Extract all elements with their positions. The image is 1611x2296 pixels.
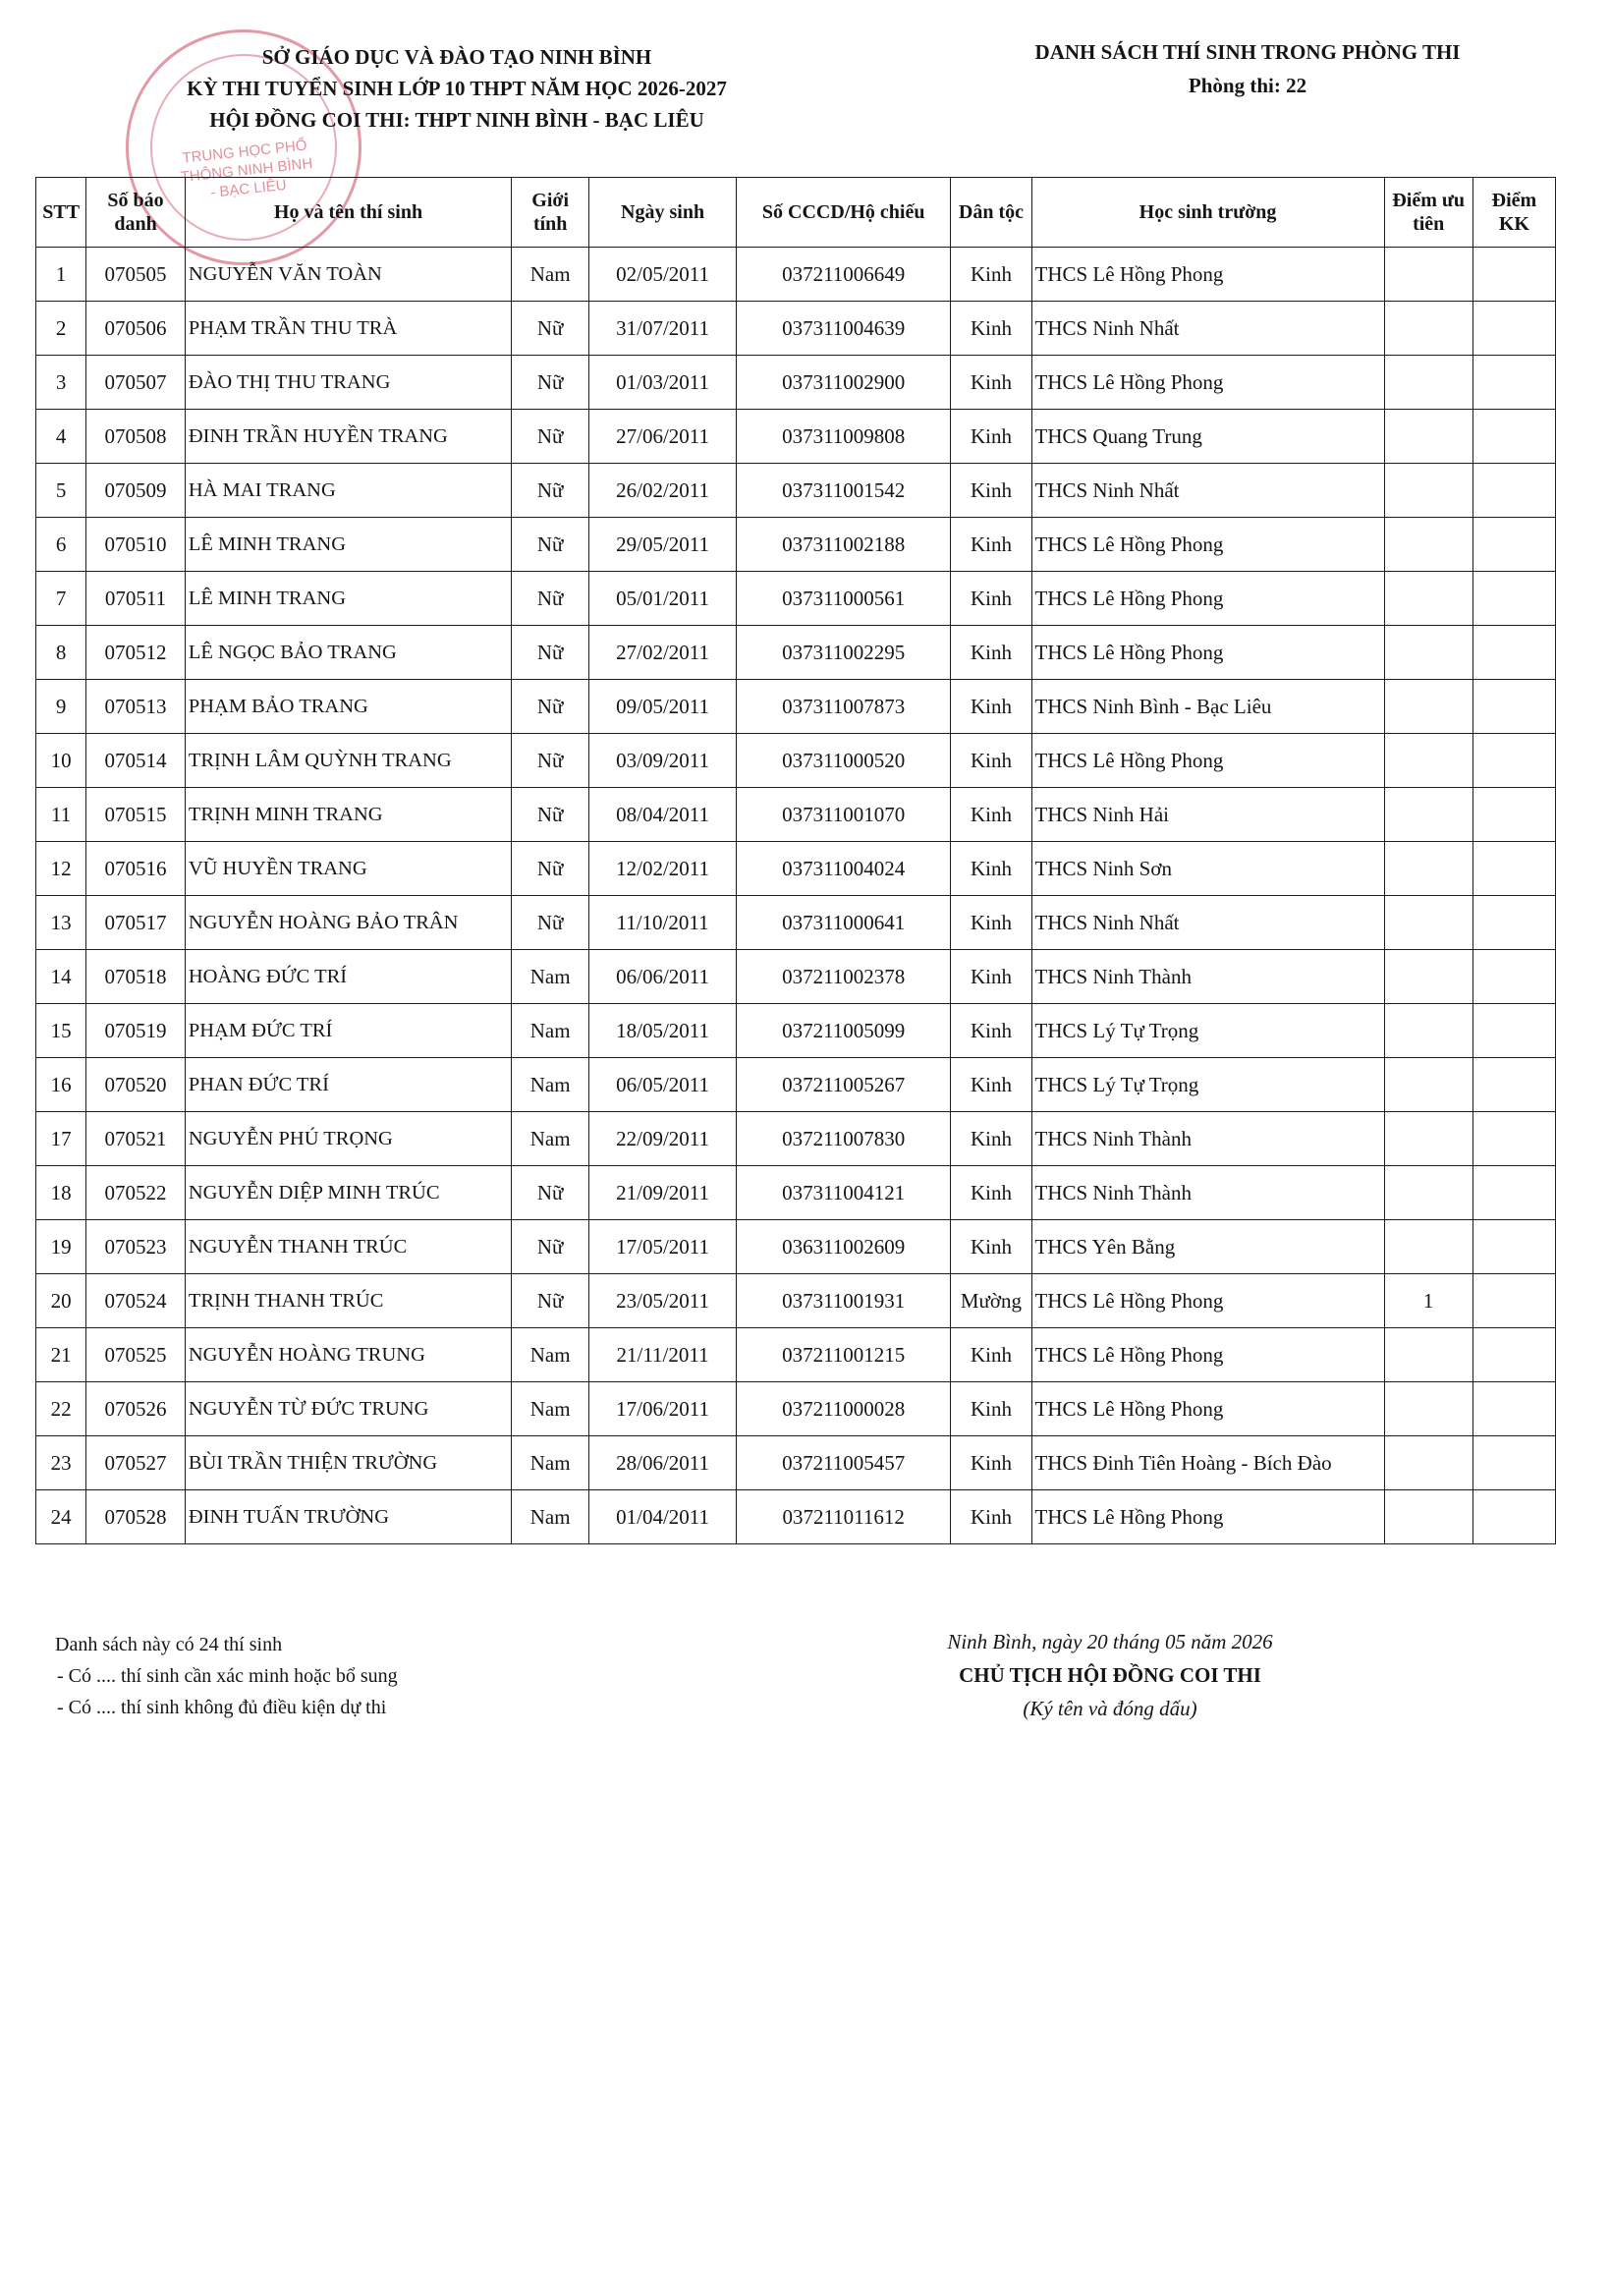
cell-candidate-number: 070524 (86, 1274, 186, 1328)
cell-ethnicity: Kinh (951, 734, 1031, 788)
verify-note: - Có .... thí sinh cần xác minh hoặc bổ sung (57, 1665, 398, 1687)
cell-gender: Nam (512, 1004, 589, 1058)
cell-priority-score (1384, 464, 1472, 518)
cell-name: NGUYỄN VĂN TOÀN (185, 248, 511, 302)
cell-ethnicity: Kinh (951, 680, 1031, 734)
cell-ethnicity: Kinh (951, 1058, 1031, 1112)
cell-birth-date: 23/05/2011 (589, 1274, 737, 1328)
cell-birth-date: 21/09/2011 (589, 1166, 737, 1220)
cell-name: NGUYỄN THANH TRÚC (185, 1220, 511, 1274)
table-row (36, 626, 1556, 680)
cell-birth-date: 21/11/2011 (589, 1328, 737, 1382)
cell-bonus-score (1472, 302, 1555, 356)
cell-candidate-number: 070508 (86, 410, 186, 464)
cell-candidate-number: 070515 (86, 788, 186, 842)
cell-id-number: 037311002188 (736, 518, 951, 572)
cell-bonus-score (1472, 950, 1555, 1004)
cell-priority-score (1384, 518, 1472, 572)
cell-gender: Nữ (512, 896, 589, 950)
cell-gender: Nữ (512, 356, 589, 410)
cell-school: THCS Quang Trung (1031, 410, 1384, 464)
cell-id-number: 037311000641 (736, 896, 951, 950)
table-row (36, 950, 1556, 1004)
cell-name: LÊ NGỌC BẢO TRANG (185, 626, 511, 680)
cell-id-number: 037311009808 (736, 410, 951, 464)
cell-stt: 2 (36, 302, 86, 356)
cell-id-number: 037311001931 (736, 1274, 951, 1328)
cell-ethnicity: Kinh (951, 842, 1031, 896)
cell-name: PHẠM TRẦN THU TRÀ (185, 302, 511, 356)
cell-school: THCS Lê Hồng Phong (1031, 572, 1384, 626)
cell-id-number: 037211001215 (736, 1328, 951, 1382)
exam-room: Phòng thi: 22 (1188, 74, 1307, 97)
cell-school: THCS Ninh Thành (1031, 1112, 1384, 1166)
cell-gender: Nữ (512, 572, 589, 626)
cell-birth-date: 11/10/2011 (589, 896, 737, 950)
cell-candidate-number: 070509 (86, 464, 186, 518)
cell-stt: 7 (36, 572, 86, 626)
cell-name: LÊ MINH TRANG (185, 518, 511, 572)
cell-id-number: 037211007830 (736, 1112, 951, 1166)
cell-name: NGUYỄN PHÚ TRỌNG (185, 1112, 511, 1166)
cell-gender: Nữ (512, 1274, 589, 1328)
cell-priority-score (1384, 1490, 1472, 1544)
cell-birth-date: 28/06/2011 (589, 1436, 737, 1490)
cell-gender: Nữ (512, 734, 589, 788)
place-date: Ninh Bình, ngày 20 tháng 05 năm 2026 (947, 1630, 1273, 1653)
cell-birth-date: 31/07/2011 (589, 302, 737, 356)
cell-school: THCS Ninh Hải (1031, 788, 1384, 842)
cell-birth-date: 26/02/2011 (589, 464, 737, 518)
cell-candidate-number: 070518 (86, 950, 186, 1004)
table-row (36, 896, 1556, 950)
cell-id-number: 037211005457 (736, 1436, 951, 1490)
cell-birth-date: 17/06/2011 (589, 1382, 737, 1436)
cell-bonus-score (1472, 680, 1555, 734)
cell-priority-score (1384, 1382, 1472, 1436)
table-row (36, 734, 1556, 788)
cell-candidate-number: 070526 (86, 1382, 186, 1436)
column-header: Ngày sinh (589, 178, 737, 248)
cell-bonus-score (1472, 1490, 1555, 1544)
cell-candidate-number: 070511 (86, 572, 186, 626)
cell-school: THCS Ninh Bình - Bạc Liêu (1031, 680, 1384, 734)
cell-birth-date: 03/09/2011 (589, 734, 737, 788)
table-row (36, 572, 1556, 626)
column-header: Số báo danh (86, 178, 186, 248)
cell-priority-score (1384, 1112, 1472, 1166)
cell-stt: 24 (36, 1490, 86, 1544)
cell-stt: 14 (36, 950, 86, 1004)
cell-candidate-number: 070527 (86, 1436, 186, 1490)
cell-school: THCS Lê Hồng Phong (1031, 734, 1384, 788)
cell-school: THCS Ninh Thành (1031, 1166, 1384, 1220)
exam-name: KỲ THI TUYỂN SINH LỚP 10 THPT NĂM HỌC 2026-2027 (187, 77, 727, 100)
exam-council: HỘI ĐỒNG COI THI: THPT NINH BÌNH - BẠC LIÊU (209, 108, 704, 132)
cell-stt: 16 (36, 1058, 86, 1112)
cell-id-number: 037211006649 (736, 248, 951, 302)
cell-stt: 21 (36, 1328, 86, 1382)
cell-ethnicity: Kinh (951, 1004, 1031, 1058)
cell-ethnicity: Kinh (951, 626, 1031, 680)
cell-candidate-number: 070521 (86, 1112, 186, 1166)
cell-bonus-score (1472, 464, 1555, 518)
cell-stt: 6 (36, 518, 86, 572)
cell-birth-date: 01/04/2011 (589, 1490, 737, 1544)
cell-ethnicity: Mường (951, 1274, 1031, 1328)
cell-ethnicity: Kinh (951, 302, 1031, 356)
cell-stt: 8 (36, 626, 86, 680)
table-row (36, 1112, 1556, 1166)
cell-candidate-number: 070516 (86, 842, 186, 896)
document-title-block (943, 35, 1552, 102)
cell-candidate-number: 070523 (86, 1220, 186, 1274)
cell-priority-score (1384, 1220, 1472, 1274)
cell-ethnicity: Kinh (951, 1382, 1031, 1436)
signer-note: (Ký tên và đóng dấu) (1023, 1697, 1197, 1720)
cell-bonus-score (1472, 1166, 1555, 1220)
cell-stt: 10 (36, 734, 86, 788)
cell-priority-score (1384, 302, 1472, 356)
cell-birth-date: 05/01/2011 (589, 572, 737, 626)
column-header: Điểm KK (1472, 178, 1555, 248)
cell-school: THCS Ninh Nhất (1031, 464, 1384, 518)
cell-priority-score (1384, 1004, 1472, 1058)
column-header: Số CCCD/Hộ chiếu (736, 178, 951, 248)
cell-id-number: 037311001070 (736, 788, 951, 842)
cell-name: PHAN ĐỨC TRÍ (185, 1058, 511, 1112)
table-row (36, 1382, 1556, 1436)
cell-priority-score (1384, 842, 1472, 896)
cell-ethnicity: Kinh (951, 1490, 1031, 1544)
cell-ethnicity: Kinh (951, 356, 1031, 410)
cell-id-number: 037311002900 (736, 356, 951, 410)
cell-school: THCS Lê Hồng Phong (1031, 1490, 1384, 1544)
cell-gender: Nữ (512, 1166, 589, 1220)
cell-gender: Nữ (512, 1220, 589, 1274)
table-row (36, 356, 1556, 410)
cell-priority-score (1384, 572, 1472, 626)
table-row (36, 410, 1556, 464)
cell-ethnicity: Kinh (951, 248, 1031, 302)
cell-bonus-score (1472, 1382, 1555, 1436)
table-row (36, 302, 1556, 356)
cell-ethnicity: Kinh (951, 464, 1031, 518)
cell-bonus-score (1472, 1436, 1555, 1490)
cell-birth-date: 22/09/2011 (589, 1112, 737, 1166)
cell-school: THCS Lê Hồng Phong (1031, 248, 1384, 302)
cell-birth-date: 12/02/2011 (589, 842, 737, 896)
cell-school: THCS Lê Hồng Phong (1031, 356, 1384, 410)
cell-stt: 12 (36, 842, 86, 896)
cell-ethnicity: Kinh (951, 1112, 1031, 1166)
cell-gender: Nữ (512, 410, 589, 464)
cell-candidate-number: 070506 (86, 302, 186, 356)
cell-priority-score (1384, 248, 1472, 302)
cell-birth-date: 08/04/2011 (589, 788, 737, 842)
cell-name: VŨ HUYỀN TRANG (185, 842, 511, 896)
cell-name: ĐÀO THỊ THU TRANG (185, 356, 511, 410)
table-row (36, 1166, 1556, 1220)
department-name: SỞ GIÁO DỤC VÀ ĐÀO TẠO NINH BÌNH (261, 45, 652, 69)
cell-school: THCS Ninh Thành (1031, 950, 1384, 1004)
cell-birth-date: 18/05/2011 (589, 1004, 737, 1058)
cell-name: ĐINH TRẦN HUYỀN TRANG (185, 410, 511, 464)
cell-gender: Nữ (512, 680, 589, 734)
cell-name: HOÀNG ĐỨC TRÍ (185, 950, 511, 1004)
cell-ethnicity: Kinh (951, 572, 1031, 626)
cell-gender: Nam (512, 1328, 589, 1382)
cell-id-number: 037311007873 (736, 680, 951, 734)
cell-name: PHẠM ĐỨC TRÍ (185, 1004, 511, 1058)
cell-bonus-score (1472, 410, 1555, 464)
column-header: Giới tính (512, 178, 589, 248)
table-row (36, 1328, 1556, 1382)
cell-candidate-number: 070507 (86, 356, 186, 410)
cell-ethnicity: Kinh (951, 788, 1031, 842)
issuer-header (147, 41, 766, 136)
stamp-text: TRUNG HỌC PHỔ THÔNG NINH BÌNH - BẠC LIÊU (179, 137, 314, 201)
cell-ethnicity: Kinh (951, 1220, 1031, 1274)
cell-priority-score (1384, 626, 1472, 680)
cell-stt: 4 (36, 410, 86, 464)
candidate-table (35, 177, 1556, 1544)
cell-bonus-score (1472, 1058, 1555, 1112)
cell-priority-score (1384, 950, 1472, 1004)
cell-ethnicity: Kinh (951, 1328, 1031, 1382)
column-header: Họ và tên thí sinh (185, 178, 511, 248)
cell-bonus-score (1472, 248, 1555, 302)
cell-stt: 3 (36, 356, 86, 410)
cell-candidate-number: 070510 (86, 518, 186, 572)
cell-candidate-number: 070522 (86, 1166, 186, 1220)
cell-name: ĐINH TUẤN TRƯỜNG (185, 1490, 511, 1544)
cell-stt: 5 (36, 464, 86, 518)
cell-bonus-score (1472, 896, 1555, 950)
table-row (36, 788, 1556, 842)
cell-id-number: 037211005267 (736, 1058, 951, 1112)
candidate-count: Danh sách này có 24 thí sinh (55, 1634, 283, 1655)
cell-gender: Nam (512, 1112, 589, 1166)
cell-bonus-score (1472, 626, 1555, 680)
cell-priority-score (1384, 680, 1472, 734)
cell-id-number: 037311002295 (736, 626, 951, 680)
cell-bonus-score (1472, 734, 1555, 788)
cell-ethnicity: Kinh (951, 518, 1031, 572)
cell-bonus-score (1472, 1220, 1555, 1274)
cell-name: NGUYỄN TỪ ĐỨC TRUNG (185, 1382, 511, 1436)
cell-candidate-number: 070512 (86, 626, 186, 680)
cell-school: THCS Lê Hồng Phong (1031, 1328, 1384, 1382)
cell-candidate-number: 070528 (86, 1490, 186, 1544)
cell-gender: Nữ (512, 626, 589, 680)
table-row (36, 1058, 1556, 1112)
column-header: Điểm ưu tiên (1384, 178, 1472, 248)
table-row (36, 1436, 1556, 1490)
cell-gender: Nam (512, 950, 589, 1004)
cell-birth-date: 09/05/2011 (589, 680, 737, 734)
cell-id-number: 037311004639 (736, 302, 951, 356)
cell-id-number: 037311000520 (736, 734, 951, 788)
cell-priority-score (1384, 1328, 1472, 1382)
cell-bonus-score (1472, 788, 1555, 842)
cell-bonus-score (1472, 1328, 1555, 1382)
cell-name: NGUYỄN DIỆP MINH TRÚC (185, 1166, 511, 1220)
cell-priority-score (1384, 410, 1472, 464)
cell-gender: Nam (512, 1490, 589, 1544)
table-row (36, 1220, 1556, 1274)
table-row (36, 1274, 1556, 1328)
cell-candidate-number: 070505 (86, 248, 186, 302)
cell-id-number: 037311000561 (736, 572, 951, 626)
table-row (36, 842, 1556, 896)
cell-id-number: 037211005099 (736, 1004, 951, 1058)
signer-title: CHỦ TỊCH HỘI ĐỒNG COI THI (959, 1663, 1261, 1687)
cell-priority-score (1384, 356, 1472, 410)
cell-gender: Nam (512, 1436, 589, 1490)
cell-gender: Nam (512, 248, 589, 302)
cell-priority-score (1384, 1058, 1472, 1112)
cell-candidate-number: 070525 (86, 1328, 186, 1382)
cell-name: PHẠM BẢO TRANG (185, 680, 511, 734)
table-header-row (36, 178, 1556, 248)
table-row (36, 1490, 1556, 1544)
cell-gender: Nữ (512, 842, 589, 896)
table-row (36, 248, 1556, 302)
cell-bonus-score (1472, 518, 1555, 572)
cell-gender: Nữ (512, 302, 589, 356)
table-row (36, 518, 1556, 572)
cell-school: THCS Lê Hồng Phong (1031, 1274, 1384, 1328)
cell-bonus-score (1472, 1274, 1555, 1328)
cell-id-number: 037211011612 (736, 1490, 951, 1544)
cell-stt: 1 (36, 248, 86, 302)
cell-birth-date: 06/05/2011 (589, 1058, 737, 1112)
cell-birth-date: 17/05/2011 (589, 1220, 737, 1274)
cell-name: NGUYỄN HOÀNG TRUNG (185, 1328, 511, 1382)
cell-gender: Nam (512, 1058, 589, 1112)
table-row (36, 680, 1556, 734)
cell-ethnicity: Kinh (951, 410, 1031, 464)
cell-stt: 13 (36, 896, 86, 950)
cell-name: TRỊNH LÂM QUỲNH TRANG (185, 734, 511, 788)
cell-school: THCS Đinh Tiên Hoàng - Bích Đào (1031, 1436, 1384, 1490)
cell-name: HÀ MAI TRANG (185, 464, 511, 518)
cell-school: THCS Lê Hồng Phong (1031, 1382, 1384, 1436)
cell-school: THCS Ninh Nhất (1031, 302, 1384, 356)
column-header: Học sinh trường (1031, 178, 1384, 248)
table-row (36, 1004, 1556, 1058)
cell-name: TRỊNH MINH TRANG (185, 788, 511, 842)
cell-school: THCS Lý Tự Trọng (1031, 1058, 1384, 1112)
cell-stt: 17 (36, 1112, 86, 1166)
cell-bonus-score (1472, 1004, 1555, 1058)
cell-gender: Nữ (512, 518, 589, 572)
cell-school: THCS Ninh Sơn (1031, 842, 1384, 896)
column-header: STT (36, 178, 86, 248)
ineligible-note: - Có .... thí sinh không đủ điều kiện dự thi (57, 1697, 387, 1718)
cell-name: TRỊNH THANH TRÚC (185, 1274, 511, 1328)
cell-priority-score: 1 (1384, 1274, 1472, 1328)
cell-id-number: 037311004024 (736, 842, 951, 896)
cell-id-number: 037211000028 (736, 1382, 951, 1436)
cell-name: NGUYỄN HOÀNG BẢO TRÂN (185, 896, 511, 950)
cell-ethnicity: Kinh (951, 1436, 1031, 1490)
cell-stt: 23 (36, 1436, 86, 1490)
summary-notes (51, 1629, 601, 1723)
cell-name: BÙI TRẦN THIỆN TRƯỜNG (185, 1436, 511, 1490)
signature-block (855, 1625, 1365, 1725)
cell-stt: 15 (36, 1004, 86, 1058)
cell-stt: 19 (36, 1220, 86, 1274)
cell-birth-date: 27/02/2011 (589, 626, 737, 680)
cell-birth-date: 06/06/2011 (589, 950, 737, 1004)
cell-stt: 11 (36, 788, 86, 842)
cell-name: LÊ MINH TRANG (185, 572, 511, 626)
table-body (36, 248, 1556, 1544)
cell-gender: Nữ (512, 464, 589, 518)
cell-birth-date: 01/03/2011 (589, 356, 737, 410)
cell-stt: 22 (36, 1382, 86, 1436)
cell-school: THCS Lê Hồng Phong (1031, 518, 1384, 572)
cell-id-number: 037311004121 (736, 1166, 951, 1220)
cell-id-number: 036311002609 (736, 1220, 951, 1274)
cell-birth-date: 27/06/2011 (589, 410, 737, 464)
cell-bonus-score (1472, 1112, 1555, 1166)
cell-candidate-number: 070517 (86, 896, 186, 950)
cell-priority-score (1384, 788, 1472, 842)
cell-id-number: 037311001542 (736, 464, 951, 518)
cell-priority-score (1384, 1166, 1472, 1220)
cell-candidate-number: 070520 (86, 1058, 186, 1112)
cell-candidate-number: 070519 (86, 1004, 186, 1058)
cell-priority-score (1384, 1436, 1472, 1490)
cell-bonus-score (1472, 842, 1555, 896)
cell-priority-score (1384, 896, 1472, 950)
cell-stt: 9 (36, 680, 86, 734)
cell-ethnicity: Kinh (951, 896, 1031, 950)
cell-school: THCS Lý Tự Trọng (1031, 1004, 1384, 1058)
cell-birth-date: 29/05/2011 (589, 518, 737, 572)
cell-school: THCS Yên Bằng (1031, 1220, 1384, 1274)
column-header: Dân tộc (951, 178, 1031, 248)
cell-ethnicity: Kinh (951, 950, 1031, 1004)
cell-priority-score (1384, 734, 1472, 788)
cell-candidate-number: 070514 (86, 734, 186, 788)
cell-candidate-number: 070513 (86, 680, 186, 734)
cell-school: THCS Lê Hồng Phong (1031, 626, 1384, 680)
cell-bonus-score (1472, 356, 1555, 410)
cell-stt: 20 (36, 1274, 86, 1328)
cell-gender: Nữ (512, 788, 589, 842)
cell-school: THCS Ninh Nhất (1031, 896, 1384, 950)
cell-bonus-score (1472, 572, 1555, 626)
cell-stt: 18 (36, 1166, 86, 1220)
cell-ethnicity: Kinh (951, 1166, 1031, 1220)
cell-birth-date: 02/05/2011 (589, 248, 737, 302)
cell-gender: Nam (512, 1382, 589, 1436)
cell-id-number: 037211002378 (736, 950, 951, 1004)
document-title: DANH SÁCH THÍ SINH TRONG PHÒNG THI (1034, 40, 1461, 64)
table-row (36, 464, 1556, 518)
